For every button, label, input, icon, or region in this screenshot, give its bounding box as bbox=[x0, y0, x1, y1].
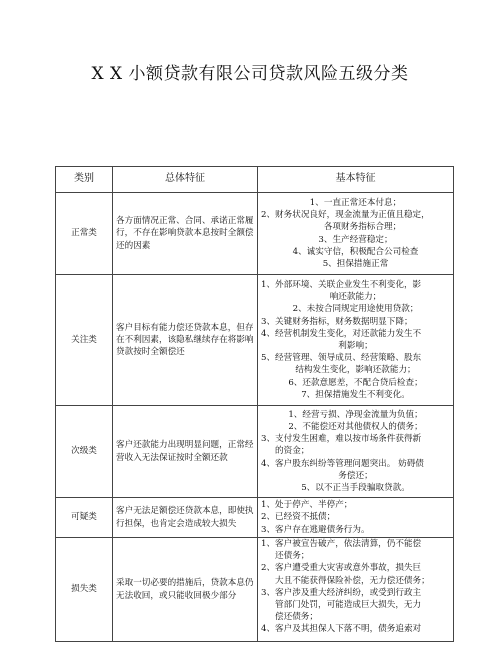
table-row bbox=[56, 275, 454, 406]
feature-line: 1、经营亏损、净现金流量为负值； bbox=[288, 409, 423, 420]
table-row bbox=[56, 406, 454, 498]
general-feature-cell: 各方面情况正常、合同、承诺正常履行，不存在影响贷款本息按时全额偿还的因素 bbox=[113, 193, 258, 275]
feature-line: 2、未按合同规定用途使用贷款； bbox=[292, 304, 419, 315]
basic-feature-cell bbox=[258, 193, 454, 275]
table-header-row bbox=[56, 167, 454, 193]
feature-line: 4、诚实守信，积极配合公司检查 bbox=[292, 246, 419, 257]
feature-line: 3、生产经营稳定； bbox=[318, 234, 393, 245]
feature-line: 3、支付发生困难，难以按市场条件获得新 bbox=[261, 434, 422, 445]
feature-line: 利影响； bbox=[338, 341, 373, 351]
feature-line: 1、处于停产、半停产； bbox=[261, 500, 353, 511]
general-feature-cell: 客户还款能力出现明显问题，正常经营收入无法保证按时全额还款 bbox=[113, 406, 258, 498]
feature-line: 大且不能获得保险补偿，无力偿还债务； bbox=[275, 575, 430, 586]
header-basic: 基本特征 bbox=[258, 167, 454, 193]
feature-line: 还债务； bbox=[275, 551, 310, 562]
feature-line: 2、不能偿还对其他债权人的债务； bbox=[288, 421, 423, 432]
feature-line: 1、一直正常还本付息； bbox=[309, 197, 402, 208]
category-cell: 次级类 bbox=[56, 406, 113, 498]
category-cell: 可疑类 bbox=[56, 498, 113, 538]
category-cell: 关注类 bbox=[56, 275, 113, 406]
basic-feature-cell bbox=[258, 498, 454, 538]
header-category: 类别 bbox=[56, 167, 113, 193]
header-general: 总体特征 bbox=[113, 167, 258, 193]
feature-line: 6、还款意愿差，不配合贷后检查； bbox=[288, 377, 423, 388]
feature-line: 的资金； bbox=[275, 446, 310, 457]
basic-feature-cell bbox=[258, 538, 454, 642]
table-row bbox=[56, 193, 454, 275]
feature-line: 响还款能力； bbox=[329, 292, 382, 303]
feature-line: 3、客户涉及重大经济纠纷，或受到行政主 bbox=[261, 587, 422, 598]
category-cell: 损失类 bbox=[56, 538, 113, 642]
feature-line: 各项财务指标合理； bbox=[323, 222, 402, 233]
feature-line: 5、经营管理、领导成员、经营策略、股东 bbox=[261, 353, 422, 364]
feature-line: 管部门处罚，可能造成巨大损失，无力 bbox=[275, 600, 422, 611]
general-feature-cell: 客户目标有能力偿还贷款本息，但存在不利因素，该隐私继续存在将影响贷款按时全额偿还 bbox=[113, 275, 258, 406]
table-row bbox=[56, 538, 454, 642]
feature-line: 4、客户股东纠纷等管理问题突出。 妨碍债 bbox=[261, 458, 424, 469]
feature-line: 偿还债务； bbox=[275, 612, 318, 623]
risk-classification-table bbox=[55, 166, 454, 642]
feature-line: 3、关键财务指标，财务数据明显下降； bbox=[261, 316, 413, 327]
general-feature-cell: 客户无法足额偿还贷款本息，即使执行担保，也肯定会造成较大损失 bbox=[113, 498, 258, 538]
category-cell: 正常类 bbox=[56, 193, 113, 275]
general-feature-cell: 采取一切必要的措施后，贷款本息仍无法收回，或只能收回极少部分 bbox=[113, 538, 258, 642]
feature-line: 4、经营机制发生变化，对还款能力发生不 bbox=[261, 328, 422, 339]
feature-line: 7、担保措施发生不利变化。 bbox=[301, 389, 410, 400]
feature-line: 1、客户被宣告破产，依法清算，仍不能偿 bbox=[261, 539, 422, 549]
table-row bbox=[56, 498, 454, 538]
feature-line: 结构发生变化，影响还款能力； bbox=[295, 365, 416, 376]
feature-line: 5、以不正当手段骗取贷款。 bbox=[301, 483, 410, 493]
feature-line: 2、已经资不抵债； bbox=[261, 512, 336, 523]
feature-line: 2、客户遭受重大灾害或意外事故，损失巨 bbox=[261, 563, 422, 574]
page-title: X X 小额贷款有限公司贷款风险五级分类 bbox=[91, 64, 409, 84]
feature-line: 4、客户及其担保人下落不明，债务追索对 bbox=[261, 624, 422, 635]
feature-line: 3、客户存在逃避债务行为。 bbox=[261, 524, 370, 535]
basic-feature-cell bbox=[258, 406, 454, 498]
feature-line: 1、外部环境、关联企业发生不利变化，影 bbox=[261, 279, 422, 290]
basic-feature-cell bbox=[258, 275, 454, 406]
feature-line: 2、财务状况良好，现金流量为正值且稳定， bbox=[261, 210, 430, 221]
feature-line: 务偿还； bbox=[338, 470, 373, 481]
feature-line: 5、担保措施正常 bbox=[322, 258, 389, 269]
